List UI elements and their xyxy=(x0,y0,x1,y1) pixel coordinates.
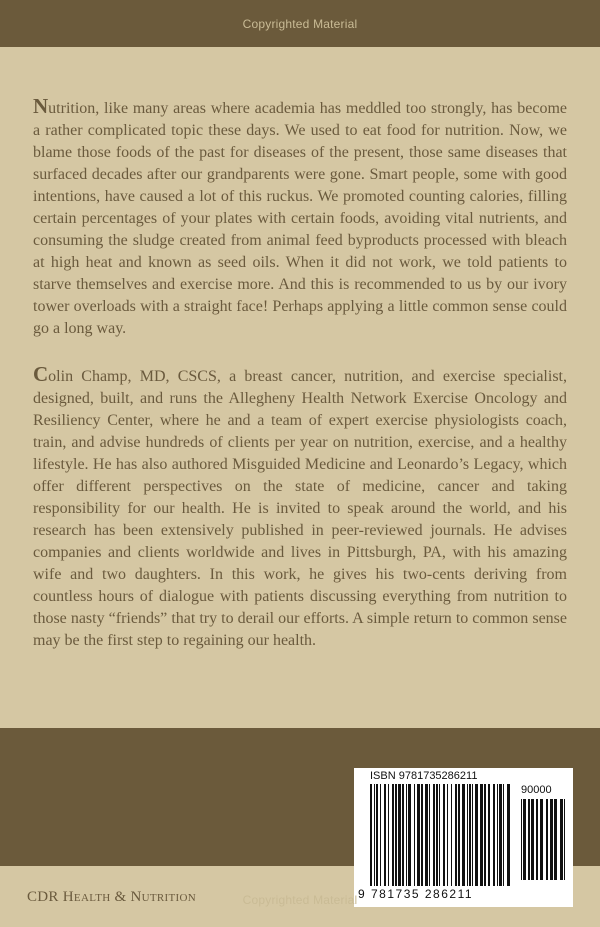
watermark-bottom: Copyrighted Material xyxy=(242,893,358,907)
blurb-paragraph-2 xyxy=(33,363,567,652)
blurb-text-1: utrition, like many areas where academia has meddled too strongly, has become a rather complicated topic these days. We used to eat food for nutrition. Now, we blame those foods of the past for diseases of the present, those same diseases that surfaced decades after our grandparents were gone. Smart people, some with good intentions, have caused a lot of this ruckus. We promoted counting calories, filling certain percentages of your plates with certain foods, avoiding vital nutrients, and consuming the sludge created from animal feed byproducts processed with bleach at high heat and known as seed oils. When it did not work, we told patients to starve themselves and exercise more. And this is recommended to us by our ivory tower overloads with a straight face! Perhaps applying a little common sense could go a long way. xyxy=(33,100,567,337)
blurb-paragraph-1 xyxy=(33,95,567,340)
publisher-name: CDR Health & Nutrition xyxy=(27,889,196,905)
ean-digits: 9 781735 286211 xyxy=(358,887,474,901)
drop-cap: N xyxy=(33,94,49,118)
price-code: 90000 xyxy=(521,784,552,796)
blurb xyxy=(33,95,567,652)
barcode-box xyxy=(354,768,573,907)
watermark-top: Copyrighted Material xyxy=(242,17,358,31)
drop-cap: C xyxy=(33,362,49,386)
blurb-text-2: olin Champ, MD, CSCS, a breast cancer, nutrition, and exercise specialist, designed, built, and runs the Allegheny Health Network Exercise Oncology and Resiliency Center, where he and a team of expert exercise physiologists coach, train, and advise hundreds of clients per year on nutrition, exercise, and a healthy lifestyle. He has also authored Misguided Medicine and Leonardo’s Legacy, which offer different perspectives on the state of medicine, cancer and taking responsibility for our health. He is invited to speak around the world, and his research has been extensively published in peer-reviewed journals. He advises companies and clients worldwide and lives in Pittsburgh, PA, with his amazing wife and two daughters. In this work, he gives his two-cents deriving from countless hours of dialogue with patients discussing everything from nutrition to those nasty “friends” that try to derail our efforts. A simple return to common sense may be the first step to regaining our health. xyxy=(33,368,567,649)
isbn-label: ISBN 9781735286211 xyxy=(370,770,478,782)
